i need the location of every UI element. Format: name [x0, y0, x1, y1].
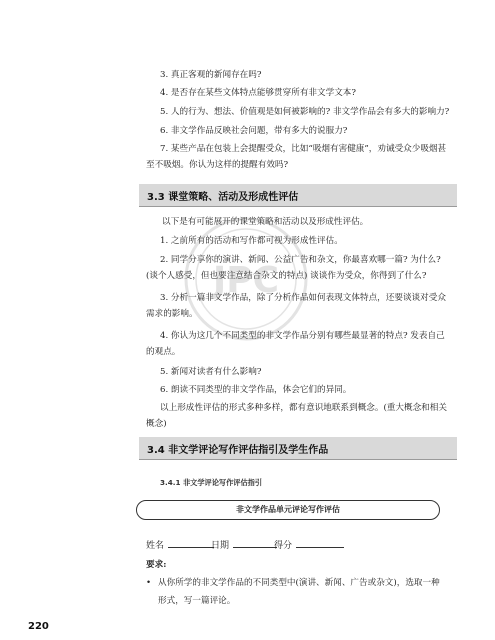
section-3-3-title: 3.3 课堂策略、活动及形成性评估: [147, 192, 299, 203]
score-label: 得分: [274, 541, 293, 551]
requirements-label: 要求:: [146, 560, 167, 570]
score-blank[interactable]: [296, 538, 344, 548]
score-field[interactable]: [274, 538, 344, 551]
activity-3: 3. 分析一篇非文学作品，除了分析作品如何表现文体特点，还要谈谈对受众需求的影响。: [146, 293, 446, 319]
question-3: 3. 真正客观的新闻存在吗?: [160, 70, 262, 80]
question-5: 5. 人的行为、想法、价值观是如何被影响的? 非文学作品会有多大的影响力?: [160, 107, 450, 117]
form-title-box: [136, 500, 440, 520]
date-field[interactable]: [211, 538, 277, 551]
activity-summary: 以上形成性评估的形式多种多样，都有意识地联系到概念。(重大概念和相关概念): [146, 403, 447, 429]
activity-2: 2. 同学分享你的演讲、新闻、公益广告和杂文，你最喜欢哪一篇? 为什么? (谈个人感受，但也要注意结合杂文的特点) 谈谈作为受众，你得到了什么?: [146, 255, 441, 281]
watermark-text: JPC: [212, 260, 280, 301]
section-3-4-header: [139, 437, 457, 460]
activity-4: 4. 你认为这几个不同类型的非文学作品分别有哪些最显著的特点? 发表自己的观点。: [146, 331, 445, 357]
question-6: 6. 非文学作品反映社会问题，带有多大的说服力?: [160, 126, 348, 136]
bullet-icon: •: [146, 578, 152, 588]
form-title: 非文学作品单元评论写作评估: [236, 505, 340, 514]
question-4: 4. 是否存在某些文体特点能够贯穿所有非文学文本?: [160, 88, 357, 98]
section-3-3-intro: 以下是有可能展开的课堂策略和活动以及形成性评估。: [162, 217, 369, 227]
requirement-text: 从你所学的非文学作品的不同类型中(演讲、新闻、广告或杂文)，选取一种形式，写一篇评论。: [158, 578, 440, 606]
name-field[interactable]: [146, 538, 214, 551]
name-label: 姓名: [146, 541, 165, 551]
activity-1: 1. 之前所有的活动和写作都可视为形成性评估。: [160, 236, 343, 246]
subsection-3-4-1-title: 3.4.1 非文学评论写作评估指引: [160, 478, 263, 487]
activity-6: 6. 朗读不同类型的非文学作品，体会它们的异同。: [160, 385, 352, 395]
requirement-item: [146, 574, 446, 610]
date-blank[interactable]: [233, 538, 277, 548]
section-3-4-title: 3.4 非文学评论写作评估指引及学生作品: [147, 445, 329, 456]
date-label: 日期: [211, 541, 230, 551]
activity-5: 5. 新闻对读者有什么影响?: [160, 367, 262, 377]
name-blank[interactable]: [168, 538, 214, 548]
page-number: 220: [28, 621, 49, 632]
section-3-3-header: [139, 184, 457, 207]
question-7: 7. 某些产品在包装上会提醒受众，比如“吸烟有害健康”，劝诫受众少吸烟甚至不吸烟。你认为这样的提醒有效吗?: [146, 144, 447, 170]
